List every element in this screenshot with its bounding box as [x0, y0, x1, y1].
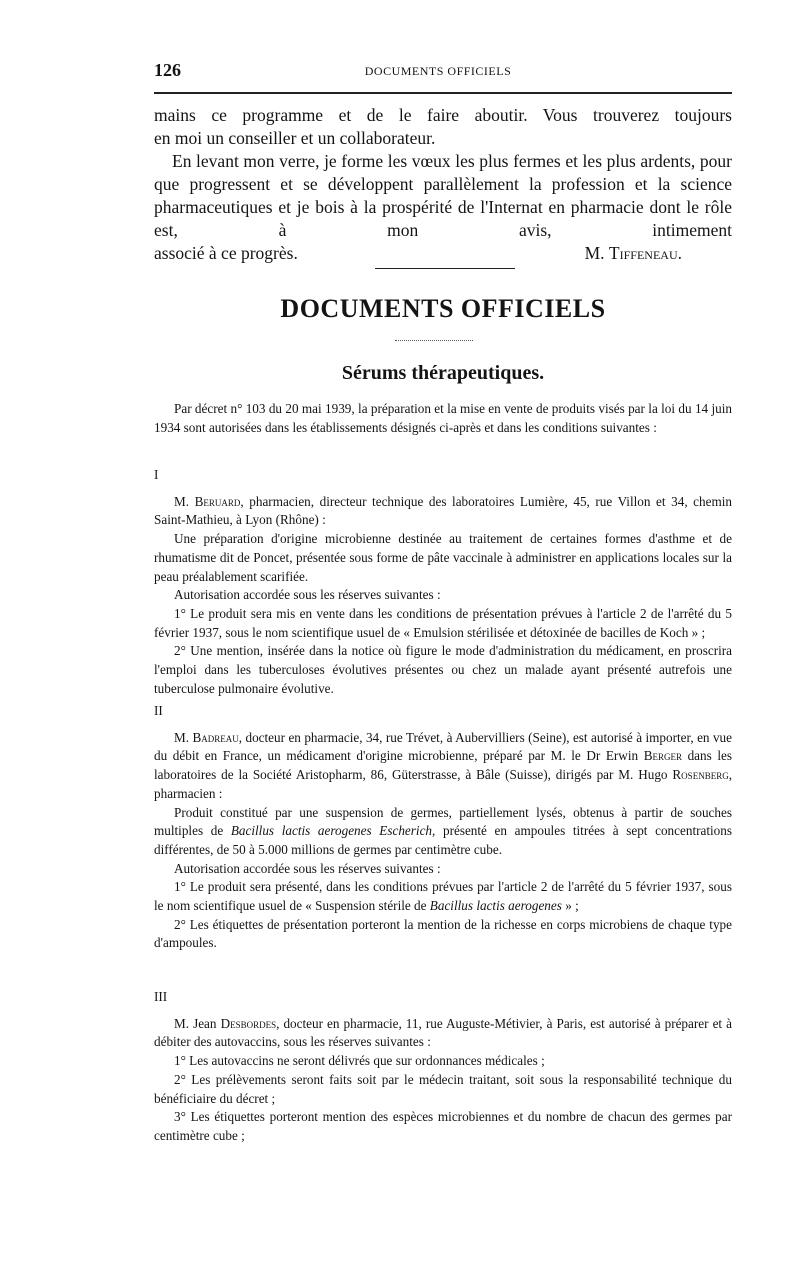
section-2-text-b: dans les laboratoires de la Société Aristopharm, 86, Güterstrasse, à Bâle (Suisse), dirigés par M. Hugo: [154, 748, 732, 783]
section-2-point-1: [154, 878, 732, 915]
signature-name: Tiffeneau.: [608, 243, 682, 263]
intro-line-1: mains ce programme et de le faire aboutir. Vous trouverez toujours: [154, 105, 732, 125]
section-2-point-1-italic: Bacillus lactis aerogenes: [429, 898, 562, 914]
section-3-name: Desbordes: [220, 1015, 277, 1031]
section-2-point-2: 2° Les étiquettes de présentation porteront la mention de la richesse en corps microbiens de chaque type d'ampoules.: [154, 916, 732, 951]
section-2-text-c: , pharmacien :: [154, 767, 732, 801]
section-2-point-1b: » ;: [561, 898, 579, 914]
section-2-name: Badreau: [192, 729, 239, 745]
section-1: [154, 466, 732, 698]
title-ornament-rule: [395, 340, 473, 341]
section-1-preparation: Une préparation d'origine microbienne destinée au traitement de certaines formes d'asthme et de rhumatisme dit de Poncet, présentée sous forme de pâte vaccinale à administrer en applications locales sur la peau préalablement scarifiée.: [154, 531, 732, 584]
section-2-numeral: II: [154, 703, 163, 718]
signature-initial: M.: [584, 243, 609, 263]
section-1-m: M.: [174, 493, 195, 509]
decree-paragraph: Par décret n° 103 du 20 mai 1939, la préparation et la mise en vente de produits visés par la loi du 14 juin 1934 sont autorisées dans les établissements désignés ci-après et dans les conditions suivantes :: [154, 401, 732, 435]
section-2-authorization: Autorisation accordée sous les réserves suivantes :: [174, 860, 441, 876]
section-3: [154, 988, 732, 1146]
section-3-point-1: 1° Les autovaccins ne seront délivrés que sur ordonnances médicales ;: [174, 1053, 545, 1069]
intro-closing: associé à ce progrès.: [154, 243, 298, 263]
signature-row: [154, 242, 732, 265]
intro-paragraph: En levant mon verre, je forme les vœux les plus fermes et les plus ardents, pour que progressent et se développent parallèlement la profession et la science pharmaceutiques et je bois à la prospérité de l'Internat en pharmacie dont le rôle est, à mon avis, intimement: [154, 151, 732, 240]
section-3-numeral: III: [154, 989, 168, 1004]
section-2-intro: [154, 729, 732, 804]
page-header: [144, 60, 732, 84]
section-3-point-2: 2° Les prélèvements seront faits soit par le médecin traitant, soit sous la responsabilité technique du bénéficiaire du décret ;: [154, 1071, 732, 1106]
separator-rule: [375, 268, 515, 269]
intro-text: [154, 104, 732, 265]
section-1-intro: [154, 493, 732, 530]
signature: [585, 242, 682, 265]
section-3-m: M. Jean: [174, 1015, 221, 1031]
section-2-name-3: Rosenberg: [672, 767, 729, 783]
section-2-text-a: , docteur en pharmacie, 34, rue Trévet, à Aubervilliers (Seine), est autorisé à importer, en vue du débit en France, un médicament d'origine microbienne, préparé par M. le Dr Erwin: [154, 729, 732, 764]
section-2-product: [154, 804, 732, 860]
running-head: DOCUMENTS OFFICIELS: [364, 64, 512, 78]
section-1-numeral: I: [154, 467, 159, 482]
section-2: [154, 702, 732, 953]
section-3-point-3: 3° Les étiquettes porteront mention des espèces microbiennes et du nombre de chacun des germes par centimètre cube ;: [154, 1109, 732, 1143]
section-2-product-italic: Bacillus lactis aerogenes Escherich: [230, 823, 433, 839]
section-3-intro: [154, 1015, 732, 1052]
intro-line-2: en moi un conseiller et un collaborateur.: [154, 128, 436, 148]
section-2-point-1a: 1° Le produit sera présenté, dans les conditions prévues par l'article 2 de l'arrêté du 5 février 1937, sous le nom scientifique usuel de « Suspension stérile de: [154, 879, 732, 914]
section-1-authorization: Autorisation accordée sous les réserves suivantes :: [174, 587, 441, 603]
page-number: 126: [154, 60, 181, 80]
decree-block: [154, 400, 732, 437]
section-1-point-2: 2° Une mention, insérée dans la notice où figure le mode d'administration du médicament, en proscrira l'emploi dans les tuberculoses évolutives présentes ou chez un malade ayant présenté autrefois une tuberculose pulmonaire évolutive.: [154, 643, 732, 696]
section-2-product-a: Produit constitué par une suspension de germes, partiellement lysés, obtenus à partir de souches multiples de: [154, 804, 732, 839]
section-3-text: , docteur en pharmacie, 11, rue Auguste-Métivier, à Paris, est autorisé à préparer et à débiter des autovaccins, sous les réserves suivantes :: [154, 1015, 732, 1050]
section-title: DOCUMENTS OFFICIELS: [280, 294, 606, 323]
section-1-point-1: 1° Le produit sera mis en vente dans les conditions de présentation prévues à l'article 2 de l'arrêté du 5 février 1937, sous le nom scientifique usuel de « Emulsion stérilisée et détoxinée de bacilles de Koch » ;: [154, 605, 732, 640]
subsection-title: Sérums thérapeutiques.: [341, 362, 545, 384]
section-2-m: M.: [174, 729, 193, 745]
section-2-name-2: Berger: [643, 748, 682, 764]
section-1-name: Beruard: [194, 493, 241, 509]
header-rule: [154, 92, 732, 94]
section-1-intro-text: , pharmacien, directeur technique des laboratoires Lumière, 45, rue Villon et 34, chemin Saint-Mathieu, à Lyon (Rhône) :: [154, 493, 732, 528]
section-2-product-b: , présenté en ampoules titrées à sept concentrations différentes, de 50 à 5.000 millions de germes par centimètre cube.: [154, 823, 733, 857]
